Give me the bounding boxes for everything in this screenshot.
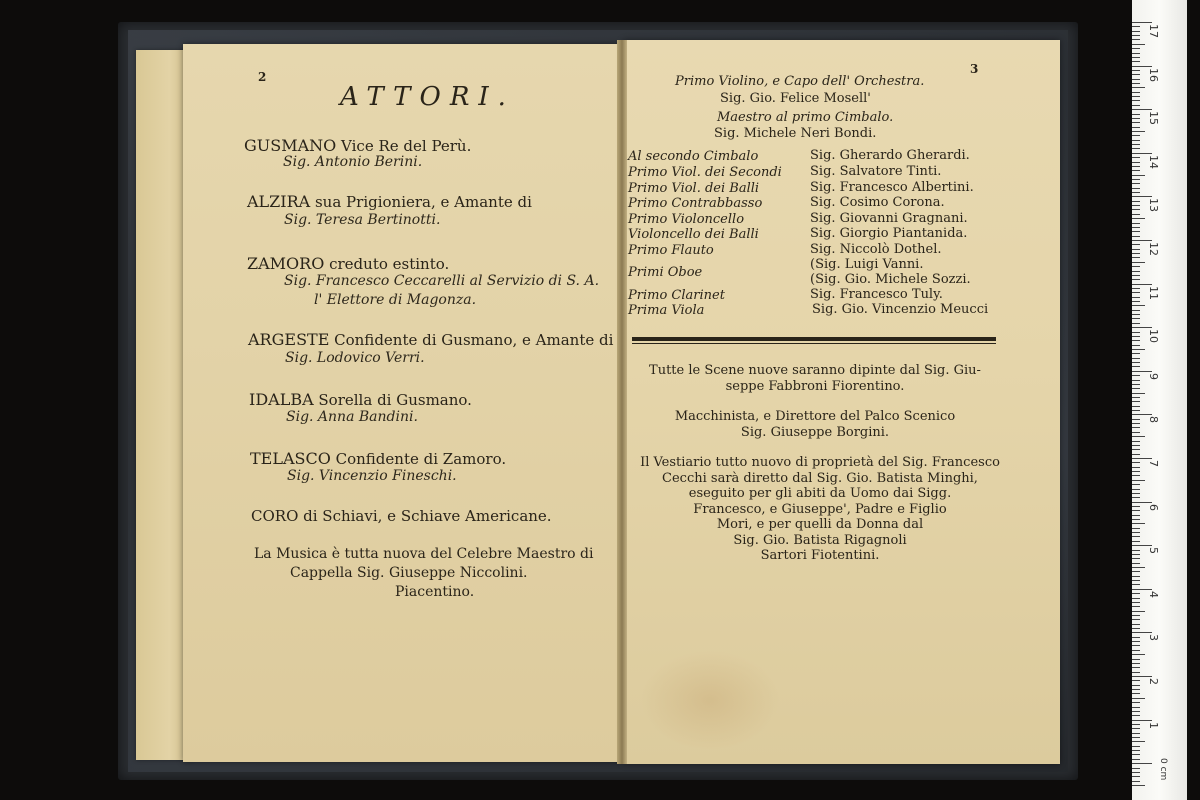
ruler-tick [1132,236,1140,237]
vestiario-line-3: eseguito per gli abiti da Uomo dai Sigg. [688,486,952,501]
ruler-tick [1132,127,1140,128]
ruler-tick [1132,598,1140,599]
ruler-tick [1132,275,1140,276]
ruler-tick [1132,336,1140,337]
ruler-tick [1132,297,1140,298]
cast-singer-continued: l' Elettore di Magonza. [314,292,477,308]
ruler-tick [1132,519,1140,520]
ruler-tick [1132,619,1140,620]
ruler-tick [1132,611,1145,612]
ruler-tick [1132,279,1140,280]
orchestra-player: (Sig. Gio. Michele Sozzi. [810,272,971,287]
ruler-number: 2 [1147,678,1160,685]
ruler-tick [1132,179,1140,180]
ruler-tick [1132,554,1140,555]
ruler-tick [1132,720,1152,721]
ruler-tick [1132,266,1140,267]
ruler-tick [1132,602,1140,603]
ruler-tick [1132,26,1140,27]
ruler-tick [1132,100,1140,101]
ruler-tick [1132,227,1140,228]
macchinista-line-1: Macchinista, e Direttore del Palco Scenico [674,409,956,424]
ruler-tick [1132,262,1145,263]
ruler-tick [1132,576,1140,577]
ruler-tick [1132,53,1140,54]
ruler-tick [1132,218,1145,219]
page-title: ATTORI. [340,82,515,112]
ruler-tick [1132,750,1140,751]
ruler-tick [1132,31,1140,32]
ruler-tick [1132,314,1140,315]
orchestra-role: Primo Clarinet [628,288,725,303]
cast-role-line [244,136,471,156]
orchestra-role: Primo Viol. dei Secondi [628,165,782,180]
ruler-tick [1132,493,1140,494]
ruler-tick [1132,153,1152,154]
role-name: ZAMORO [247,254,325,273]
ruler-tick [1132,288,1140,289]
ruler-tick [1132,393,1145,394]
ruler-tick [1132,558,1140,559]
ruler-tick [1132,384,1140,385]
ruler-tick [1132,406,1140,407]
ruler-tick [1132,432,1140,433]
ruler-tick [1132,92,1140,93]
role-description: Confidente di Gusmano, e Amante di [329,331,614,349]
cast-role-line [248,330,613,350]
cast-singer: Sig. Anna Bandini. [286,409,418,425]
ruler-tick [1132,541,1140,542]
role-description: creduto estinto. [324,255,450,273]
music-credit-line-2: Cappella Sig. Giuseppe Niccolini. [290,565,528,581]
ruler-tick [1132,61,1140,62]
vestiario-line-7: Sartori Fiotentini. [760,548,880,563]
orchestra-player: Sig. Francesco Albertini. [810,180,974,195]
orchestra-role: Primo Violoncello [628,212,745,227]
ruler-tick [1132,209,1140,210]
primo-violino-name: Sig. Gio. Felice Mosell' [720,91,871,106]
ruler-tick [1132,650,1140,651]
ruler-tick [1132,654,1145,655]
ruler-tick [1132,436,1145,437]
ruler-tick [1132,606,1140,607]
ruler-number: 15 [1147,111,1160,126]
ruler-tick [1132,419,1140,420]
vestiario-line-6: Sig. Gio. Batista Rigagnoli [733,532,907,548]
left-page-number: 2 [258,70,267,84]
role-name: IDALBA [249,390,314,409]
ruler-tick [1132,532,1140,533]
ruler-tick [1132,515,1140,516]
ruler-tick [1132,353,1140,354]
ruler-tick [1132,698,1145,699]
ruler-tick [1132,449,1140,450]
ruler-tick [1132,741,1145,742]
ruler-tick [1132,183,1140,184]
ruler-tick [1132,667,1140,668]
ruler-tick [1132,380,1140,381]
music-credit-line-1: La Musica è tutta nuova del Celebre Maestro di [254,546,594,562]
ruler-tick [1132,427,1140,428]
orchestra-role: Prima Viola [628,303,705,318]
ruler-tick [1132,83,1140,84]
ruler-tick [1132,615,1140,616]
ruler-number: 9 [1147,372,1160,380]
role-description: sua Prigioniera, e Amante di [310,193,532,211]
section-rule-thin [632,343,996,344]
ruler-tick [1132,484,1140,485]
role-name: TELASCO [250,449,331,468]
ruler-tick [1132,410,1140,411]
ruler-tick [1132,257,1140,258]
ruler-tick [1132,584,1140,585]
orchestra-role: Primo Contrabbasso [628,196,763,211]
ruler-tick [1132,231,1140,232]
ruler-tick [1132,44,1145,45]
ruler-tick [1132,680,1140,681]
role-name: ARGESTE [248,330,330,349]
ruler-tick [1132,96,1140,97]
ruler-tick [1132,388,1140,389]
book-gutter [617,40,627,764]
ruler-tick [1132,284,1152,285]
ruler-tick [1132,140,1140,141]
ruler-tick [1132,785,1145,786]
ruler-tick [1132,35,1140,36]
role-description: Sorella di Gusmano. [313,391,472,409]
ruler-tick [1132,759,1140,760]
ruler-tick [1132,715,1140,716]
ruler-tick [1132,66,1152,67]
orchestra-role: Primo Viol. dei Balli [628,181,760,196]
ruler-tick [1132,162,1140,163]
maestro-heading: Maestro al primo Cimbalo. [717,110,894,125]
ruler-tick [1132,641,1140,642]
ruler-tick [1132,637,1140,638]
ruler-tick [1132,580,1140,581]
ruler-tick [1132,724,1140,725]
ruler-number: 4 [1147,590,1160,598]
ruler-tick [1132,458,1152,459]
ruler-tick [1132,528,1140,529]
ruler-tick [1132,205,1140,206]
ruler-number: 5 [1147,547,1160,555]
ruler-number: 10 [1147,329,1160,344]
ruler-number: 11 [1147,285,1160,300]
vestiario-line-4: Francesco, e Giuseppe', Padre e Figlio [693,501,947,517]
ruler-tick [1132,737,1140,738]
ruler-tick [1132,310,1140,311]
ruler-tick [1132,170,1140,171]
ruler-tick [1132,401,1140,402]
ruler-tick [1132,366,1140,367]
orchestra-player: Sig. Cosimo Corona. [810,195,945,210]
ruler-tick [1132,201,1140,202]
ruler-tick [1132,672,1140,673]
ruler-tick [1132,292,1140,293]
ruler-tick [1132,192,1140,193]
section-rule-thick [632,337,996,341]
ruler-number: 13 [1147,198,1160,213]
ruler-tick [1132,781,1140,782]
ruler-number: 1 [1147,721,1160,729]
ruler-tick [1132,144,1140,145]
ruler-tick [1132,746,1140,747]
ruler-tick [1132,48,1140,49]
ruler-unit: 0 cm [1158,758,1168,781]
ruler-tick [1132,462,1140,463]
cast-role-line [247,254,449,274]
role-name: ALZIRA [247,192,311,211]
ruler-tick [1132,323,1140,324]
ruler-tick [1132,148,1140,149]
cast-singer: Sig. Teresa Bertinotti. [284,212,441,228]
vestiario-line-2: Cecchi sarà diretto dal Sig. Gio. Batista Minghi, [662,470,978,486]
ruler-tick [1132,79,1140,80]
ruler-tick [1132,332,1140,333]
ruler-tick [1132,475,1140,476]
cast-role-line [249,390,472,410]
ruler-tick [1132,166,1140,167]
ruler-tick [1132,305,1145,306]
ruler-tick [1132,70,1140,71]
ruler-tick [1132,131,1145,132]
orchestra-player: (Sig. Luigi Vanni. [810,257,924,272]
ruler-tick [1132,471,1140,472]
vestiario-line-5: Mori, e per quelli da Donna dal [716,517,924,532]
ruler-tick [1132,480,1145,481]
ruler-tick [1132,188,1140,189]
ruler-tick [1132,223,1140,224]
ruler-tick [1132,502,1152,503]
ruler-tick [1132,105,1140,106]
ruler-tick [1132,763,1152,764]
ruler-tick [1132,375,1140,376]
orchestra-player: Sig. Gio. Vincenzio Meucci [812,302,989,317]
orchestra-player: Sig. Gherardo Gherardi. [810,148,970,163]
ruler-number: 6 [1147,503,1160,511]
ruler-tick [1132,689,1140,690]
ruler-tick [1132,214,1140,215]
orchestra-role: Primi Oboe [628,265,703,280]
ruler-tick [1132,244,1140,245]
orchestra-role: Primo Flauto [628,243,714,258]
ruler-tick [1132,118,1140,119]
orchestra-player: Sig. Giorgio Piantanida. [810,226,968,241]
ruler-tick [1132,441,1140,442]
cast-singer: Sig. Francesco Ceccarelli al Servizio di S. A. [284,273,600,289]
role-description: Confidente di Zamoro. [330,450,507,468]
ruler-tick [1132,506,1140,507]
music-credit-line-3: Piacentino. [395,584,475,600]
ruler-tick [1132,707,1140,708]
ruler-tick [1132,74,1140,75]
ruler-tick [1132,489,1140,490]
ruler-tick [1132,510,1140,511]
ruler-tick [1132,57,1140,58]
ruler-tick [1132,423,1140,424]
ruler-tick [1132,676,1152,677]
role-name: GUSMANO [244,136,337,155]
ruler-tick [1132,567,1145,568]
ruler-tick [1132,711,1140,712]
ruler-tick [1132,628,1140,629]
ruler-tick [1132,397,1140,398]
ruler-number: 12 [1147,242,1160,256]
ruler-number: 16 [1147,67,1160,82]
ruler-tick [1132,702,1140,703]
ruler-tick [1132,249,1140,250]
ruler-tick [1132,593,1140,594]
ruler-tick [1132,563,1140,564]
ruler-tick [1132,497,1140,498]
cast-role-line [247,192,532,212]
ruler-tick [1132,362,1140,363]
ruler-number: 8 [1147,416,1160,424]
ruler-number: 7 [1147,460,1160,467]
ruler-tick [1132,371,1152,372]
ruler-tick [1132,22,1152,23]
ruler-tick [1132,589,1152,590]
vestiario-credit [630,455,1010,564]
orchestra-player: Sig. Giovanni Gragnani. [810,211,968,226]
ruler-tick [1132,175,1145,176]
ruler-tick [1132,301,1140,302]
macchinista-credit [630,409,1000,441]
ruler-tick [1132,523,1145,524]
right-page-number: 3 [970,62,979,76]
ruler-tick [1132,240,1152,241]
cast-role-line [250,449,506,469]
orchestra-player: Sig. Salvatore Tinti. [810,164,942,179]
ruler-number: 14 [1147,154,1160,169]
chorus-line: CORO di Schiavi, e Schiave Americane. [251,507,552,525]
orchestra-role: Violoncello dei Balli [628,227,759,242]
ruler-tick [1132,87,1145,88]
cast-singer: Sig. Vincenzio Fineschi. [287,468,457,484]
ruler-tick [1132,659,1140,660]
ruler-tick [1132,253,1140,254]
ruler-tick [1132,39,1140,40]
cast-singer: Sig. Lodovico Verri. [285,350,425,366]
orchestra-role: Al secondo Cimbalo [628,149,759,164]
ruler-tick [1132,454,1140,455]
ruler-tick [1132,536,1140,537]
ruler-tick [1132,122,1140,123]
role-description: Vice Re del Perù. [336,137,472,155]
ruler-tick [1132,624,1140,625]
orchestra-player: Sig. Niccolò Dothel. [810,242,942,257]
ruler-tick [1132,271,1140,272]
ruler-tick [1132,663,1140,664]
ruler-number: 17 [1147,24,1160,38]
ruler-tick [1132,768,1140,769]
ruler-tick [1132,114,1140,115]
scene-credit-line-2: seppe Fabbroni Fiorentino. [725,379,905,394]
cast-singer: Sig. Antonio Berini. [283,154,423,170]
ruler-tick [1132,358,1140,359]
ruler-tick [1132,776,1140,777]
ruler-tick [1132,685,1140,686]
orchestra-player: Sig. Francesco Tuly. [810,287,943,302]
paper-stain [640,650,780,750]
ruler-tick [1132,349,1145,350]
ruler-tick [1132,157,1140,158]
ruler-tick [1132,467,1140,468]
ruler-tick [1132,135,1140,136]
vestiario-line-1: Il Vestiario tutto nuovo di proprietà del Sig. Francesco [640,455,1000,470]
ruler-tick [1132,340,1140,341]
ruler-tick [1132,571,1140,572]
ruler-tick [1132,754,1140,755]
ruler-tick [1132,645,1140,646]
ruler-tick [1132,693,1140,694]
ruler-tick [1132,318,1140,319]
ruler-tick [1132,728,1140,729]
macchinista-line-2: Sig. Giuseppe Borgini. [740,425,890,440]
primo-violino-heading: Primo Violino, e Capo dell' Orchestra. [675,74,925,89]
maestro-name: Sig. Michele Neri Bondi. [714,126,877,141]
ruler-tick [1132,345,1140,346]
ruler-tick [1132,772,1140,773]
ruler-tick [1132,733,1140,734]
ruler-tick [1132,445,1140,446]
ruler-number: 3 [1147,634,1160,642]
scene-credit [630,363,1000,395]
ruler-tick [1132,550,1140,551]
scene-credit-line-1: Tutte le Scene nuove saranno dipinte dal Sig. Giu- [649,363,981,378]
